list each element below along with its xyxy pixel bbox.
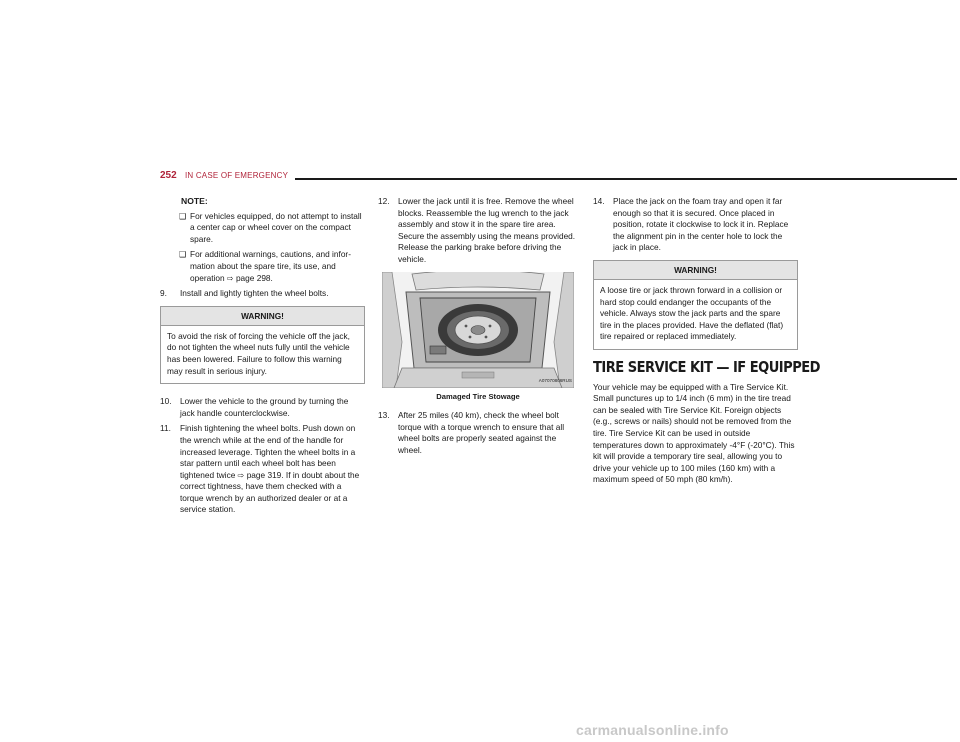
step-9 — [160, 288, 365, 300]
note-bullet — [160, 249, 365, 284]
warning-box — [593, 260, 798, 350]
step-text: Install and lightly tighten the wheel bolts. — [180, 288, 329, 299]
page-reference-arrow-icon: ⇨ — [237, 470, 245, 480]
page-number: 252 — [160, 170, 177, 181]
step-10 — [160, 396, 365, 419]
step-number: 9. — [160, 288, 167, 299]
column-1 — [160, 196, 365, 520]
note-label: NOTE: — [181, 196, 208, 206]
column-2 — [378, 196, 578, 461]
warning-title: WARNING! — [161, 307, 364, 326]
page-reference-link[interactable]: page 298. — [235, 272, 273, 283]
step-11 — [160, 423, 365, 516]
square-bullet-icon: ❑ — [179, 211, 187, 221]
cargo-area-illustration — [382, 272, 574, 388]
step-12 — [378, 196, 578, 266]
step-14 — [593, 196, 798, 254]
page-reference-arrow-icon: ⇨ — [226, 273, 234, 283]
note-bullet-text: For additional warnings, cautions, and infor-mation about the spare tire, its use, and operation — [190, 249, 351, 283]
tire-service-kit-heading: TIRE SERVICE KIT — IF EQUIPPED — [593, 357, 821, 376]
warning-text: To avoid the risk of forcing the vehicle off the jack, do not tighten the wheel nuts fully until the vehicle has been lowered. Failure to follow this warning may result in serious injury. — [167, 330, 350, 376]
step-number: 11. — [160, 423, 171, 434]
note-bullet-text: For vehicles equipped, do not attempt to install a center cap or wheel cover on the compact spare. — [190, 210, 362, 244]
figure-code: A07070806RUS — [538, 377, 572, 383]
page-reference-link[interactable]: page 319. — [246, 469, 284, 480]
section-title: IN CASE OF EMERGENCY — [185, 171, 289, 180]
warning-title: WARNING! — [594, 261, 797, 280]
step-text: Lower the jack until it is free. Remove the wheel blocks. Reassemble the lug wrench to the jack assembly and stow it in the spare tire area. Secure the assembly using the means provided. Release the parking brake before driving the vehicle. — [398, 196, 576, 264]
step-number: 12. — [378, 196, 390, 206]
step-text-continued: If in doubt about the correct tightness, have them checked with a torque wrench by an authorized dealer or at a service station. — [180, 469, 360, 515]
tire-service-kit-paragraph: Your vehicle may be equipped with a Tire Service Kit. Small punctures up to 1/4 inch (6 mm) in the tire tread can be sealed with Tire Service Kit. Foreign objects (e.g., screws or nails) should not be removed from the tire. Tire Service Kit can be used in outside temperatures down to approximately -4°F (-20°C). This kit will provide a temporary tire seal, allowing you to drive your vehicle up to 100 miles (160 km) with a maximum speed of 50 mph (80 km/h). — [593, 381, 795, 485]
warning-box — [160, 306, 365, 384]
column-3 — [593, 196, 821, 486]
step-number: 13. — [378, 410, 390, 421]
step-text: Finish tightening the wheel bolts. Push down on the wrench while at the end of the handle for increased leverage. Tighten the wheel bolts in a star pattern until each wheel bolt has been tightened twice — [180, 423, 356, 480]
step-text: Place the jack on the foam tray and open it far enough so that it is secured. Once placed in position, rotate it clockwise to lock it in. Replace the alignment pin in the center hole to lock the jack in place. — [613, 196, 789, 253]
header-rule — [295, 178, 957, 180]
spare-tire-stowage-figure — [382, 272, 574, 388]
step-number: 14. — [593, 196, 605, 206]
figure-caption: Damaged Tire Stowage — [436, 391, 520, 401]
square-bullet-icon: ❑ — [179, 250, 187, 260]
step-number: 10. — [160, 396, 172, 407]
note-bullet — [160, 211, 365, 246]
watermark: carmanualsonline.info — [576, 722, 729, 738]
page-header — [160, 170, 800, 184]
step-text: After 25 miles (40 km), check the wheel bolt torque with a torque wrench to ensure that all wheel bolts are properly seated against the wheel. — [398, 410, 565, 455]
step-13 — [378, 410, 578, 456]
warning-text: A loose tire or jack thrown forward in a collision or hard stop could endanger the occupants of the vehicle. Always stow the jack parts and the spare tire in the places provided. Have the deflated (flat) tire repaired or replaced immediately. — [600, 284, 784, 342]
step-text: Lower the vehicle to the ground by turning the jack handle counterclockwise. — [180, 396, 349, 418]
